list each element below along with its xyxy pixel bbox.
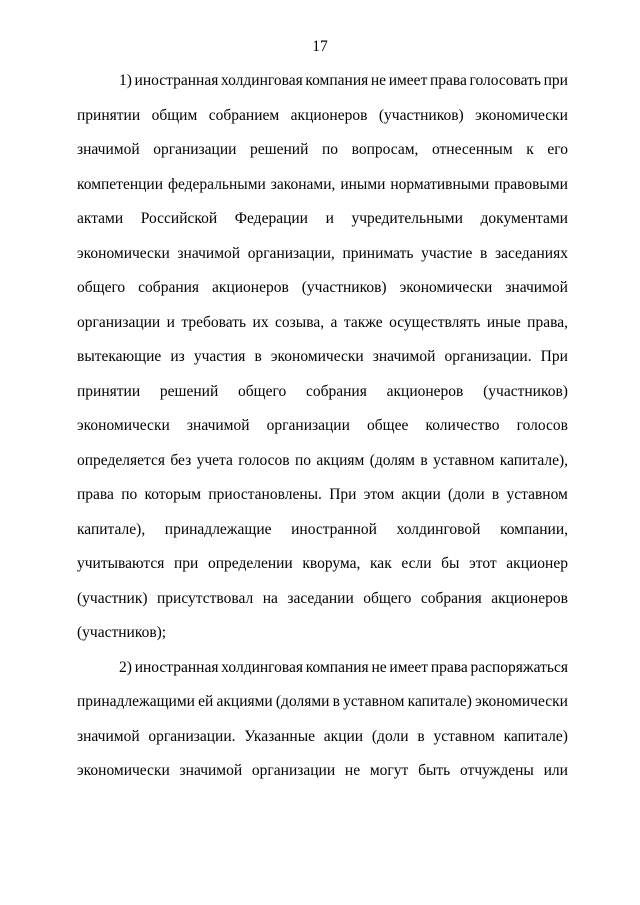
- word: если: [401, 555, 432, 572]
- word: из: [170, 348, 185, 365]
- word: присутствовал: [157, 589, 254, 607]
- word: Федерации: [234, 210, 308, 227]
- word: принятии: [77, 106, 141, 124]
- text-line: [77, 547, 568, 582]
- word: собранием: [208, 106, 280, 124]
- word: акции: [401, 486, 441, 503]
- text-line: [77, 444, 568, 479]
- word: акционеров: [212, 279, 289, 296]
- text-line: [77, 168, 568, 203]
- word: имеет: [389, 658, 429, 676]
- word: участия: [193, 348, 246, 365]
- word: акционеров: [290, 106, 368, 124]
- word: акционер: [506, 555, 568, 572]
- word: общего: [363, 589, 412, 607]
- word: на: [262, 589, 278, 607]
- text-line: [77, 340, 568, 375]
- text-line: [77, 202, 568, 237]
- word: 1): [119, 72, 132, 89]
- word: федеральными: [167, 175, 266, 193]
- word: Российской: [140, 210, 218, 227]
- word: или: [543, 762, 568, 779]
- word: быть: [418, 762, 451, 779]
- word: принятии: [77, 382, 141, 400]
- word: голосов: [516, 417, 568, 434]
- word: по: [294, 451, 311, 469]
- word: не: [344, 762, 361, 779]
- word: при: [543, 72, 568, 89]
- word: голосов: [238, 451, 290, 469]
- word: общее: [367, 417, 409, 434]
- word: распоряжаться: [470, 658, 568, 676]
- word: учета: [196, 451, 233, 469]
- word: уставном: [433, 727, 495, 745]
- word: как: [370, 555, 392, 572]
- word: не: [371, 658, 387, 676]
- word: осуществлять: [389, 313, 481, 331]
- word: без: [170, 451, 192, 469]
- word: При: [329, 486, 357, 503]
- word: его: [547, 141, 568, 158]
- word: и: [325, 210, 334, 227]
- text-line: [77, 478, 568, 513]
- word: имеет: [388, 72, 428, 89]
- word: капитале),: [77, 520, 146, 538]
- word: требовать: [181, 313, 247, 331]
- word: права,: [527, 313, 568, 331]
- word: собрания: [420, 589, 482, 607]
- text-line: [77, 754, 568, 789]
- word: уставном: [343, 693, 405, 710]
- word: к: [526, 141, 534, 158]
- word: нормативными: [390, 175, 490, 193]
- word: приостановлены.: [208, 486, 322, 503]
- word: организации,: [247, 244, 335, 262]
- word: экономически: [475, 693, 568, 710]
- word: иностранной: [291, 520, 377, 538]
- word: при: [174, 555, 199, 572]
- word: вопросам,: [351, 141, 419, 158]
- word: собрания: [138, 279, 200, 296]
- word: экономически: [77, 244, 170, 262]
- word: их: [252, 313, 269, 331]
- word: этом: [363, 486, 395, 503]
- text-line: [77, 375, 568, 410]
- word: (участников): [301, 279, 387, 296]
- word: холдинговая: [221, 658, 304, 676]
- word: значимой: [77, 141, 140, 158]
- word: учитываются: [77, 555, 165, 572]
- text-line: [77, 64, 568, 99]
- paragraph-1: [77, 64, 568, 651]
- word: компетенции: [77, 175, 164, 193]
- word: иные: [486, 313, 521, 331]
- word: общего: [238, 382, 287, 400]
- word: принадлежащие: [164, 520, 272, 538]
- word: бы: [441, 555, 460, 572]
- word: (долями: [275, 693, 330, 710]
- text-line: [77, 271, 568, 306]
- paragraph-2: [77, 651, 568, 789]
- word: компания: [305, 658, 369, 676]
- word: отчуждены: [460, 762, 534, 779]
- word: правовыми: [494, 175, 568, 193]
- word: организации: [266, 417, 350, 434]
- word: значимой: [177, 244, 241, 262]
- word: участие: [421, 244, 473, 262]
- word: уставном: [506, 486, 568, 503]
- word: Указанные: [244, 727, 315, 745]
- word: иностранная: [134, 72, 219, 89]
- word: права: [430, 658, 468, 676]
- word: в: [491, 486, 500, 503]
- word: При: [540, 348, 568, 365]
- text-line: [77, 651, 568, 686]
- text-line: [77, 720, 568, 755]
- word: значимой: [77, 727, 140, 745]
- word: количество: [425, 417, 500, 434]
- word: отнесенным: [431, 141, 513, 158]
- text-line: [77, 237, 568, 272]
- word: в: [254, 348, 262, 365]
- word: (участников): [483, 382, 568, 400]
- word: в: [420, 451, 428, 469]
- word: иностранная: [134, 658, 219, 676]
- word: кворума,: [302, 555, 361, 572]
- word: (доли: [448, 486, 485, 503]
- word: значимой: [372, 348, 436, 365]
- text-line: [77, 99, 568, 134]
- word: значимой: [186, 417, 250, 434]
- word: капитале): [503, 727, 568, 745]
- word: (долям: [369, 451, 415, 469]
- word: экономически: [270, 348, 364, 365]
- word: организации.: [444, 348, 532, 365]
- word: собрания: [305, 382, 367, 400]
- word: в: [332, 693, 340, 710]
- word: компания: [305, 72, 369, 89]
- word: экономически: [475, 106, 568, 124]
- document-body: [77, 64, 568, 789]
- text-line-last: (участников);: [77, 624, 167, 641]
- text-line: [77, 409, 568, 444]
- word: акциям: [316, 451, 365, 469]
- word: не: [370, 72, 387, 89]
- word: значимой: [505, 279, 568, 296]
- word: организации: [153, 141, 237, 158]
- word: а: [330, 313, 338, 331]
- text-line: [77, 582, 568, 617]
- word: акции: [323, 727, 364, 745]
- word: экономически: [399, 279, 493, 296]
- word: капитале): [407, 693, 472, 710]
- word: по: [121, 486, 138, 503]
- word: (участник): [77, 589, 148, 607]
- word: экономически: [77, 762, 170, 779]
- word: 2): [119, 658, 132, 676]
- word: определении: [207, 555, 293, 572]
- word: акционеров: [491, 589, 568, 607]
- word: созыва,: [275, 313, 325, 331]
- word: заседаниях: [494, 244, 568, 262]
- word: общим: [151, 106, 198, 124]
- word: которым: [144, 486, 202, 503]
- word: и: [166, 313, 175, 331]
- text-line: [77, 133, 568, 168]
- word: (доли: [371, 727, 409, 745]
- word: учредительными: [351, 210, 463, 227]
- word: вытекающие: [77, 348, 162, 365]
- word: права: [77, 486, 114, 503]
- word: значимой: [179, 762, 243, 779]
- text-line: [77, 306, 568, 341]
- text-line: [77, 685, 568, 720]
- word: законами,: [270, 175, 336, 193]
- word: заседании: [287, 589, 354, 607]
- word: акциями: [216, 693, 273, 710]
- word: уставном: [433, 451, 495, 469]
- word: холдинговой: [396, 520, 481, 538]
- word: в: [417, 727, 425, 745]
- word: ей: [198, 693, 214, 710]
- word: капитале),: [499, 451, 568, 469]
- word: определяется: [77, 451, 165, 469]
- word: голосовать: [469, 72, 541, 89]
- word: общего: [77, 279, 126, 296]
- word: актами: [77, 210, 124, 227]
- word: документами: [480, 210, 568, 227]
- word: организации.: [148, 727, 236, 745]
- word: решений: [250, 141, 309, 158]
- word: права: [429, 72, 467, 89]
- word: акционеров: [386, 382, 464, 400]
- word: в: [480, 244, 488, 262]
- word: иными: [340, 175, 386, 193]
- word: принадлежащими: [77, 693, 195, 710]
- word: компании,: [500, 520, 568, 538]
- word: также: [343, 313, 383, 331]
- word: холдинговая: [220, 72, 303, 89]
- word: организации: [77, 313, 161, 331]
- page-number: 17: [312, 38, 328, 55]
- word: могут: [369, 762, 409, 779]
- word: организации: [251, 762, 336, 779]
- word: принимать: [342, 244, 414, 262]
- word: по: [321, 141, 339, 158]
- word: решений: [159, 382, 219, 400]
- word: (участников): [378, 106, 464, 124]
- word: экономически: [77, 417, 170, 434]
- word: этот: [469, 555, 497, 572]
- text-line: [77, 513, 568, 548]
